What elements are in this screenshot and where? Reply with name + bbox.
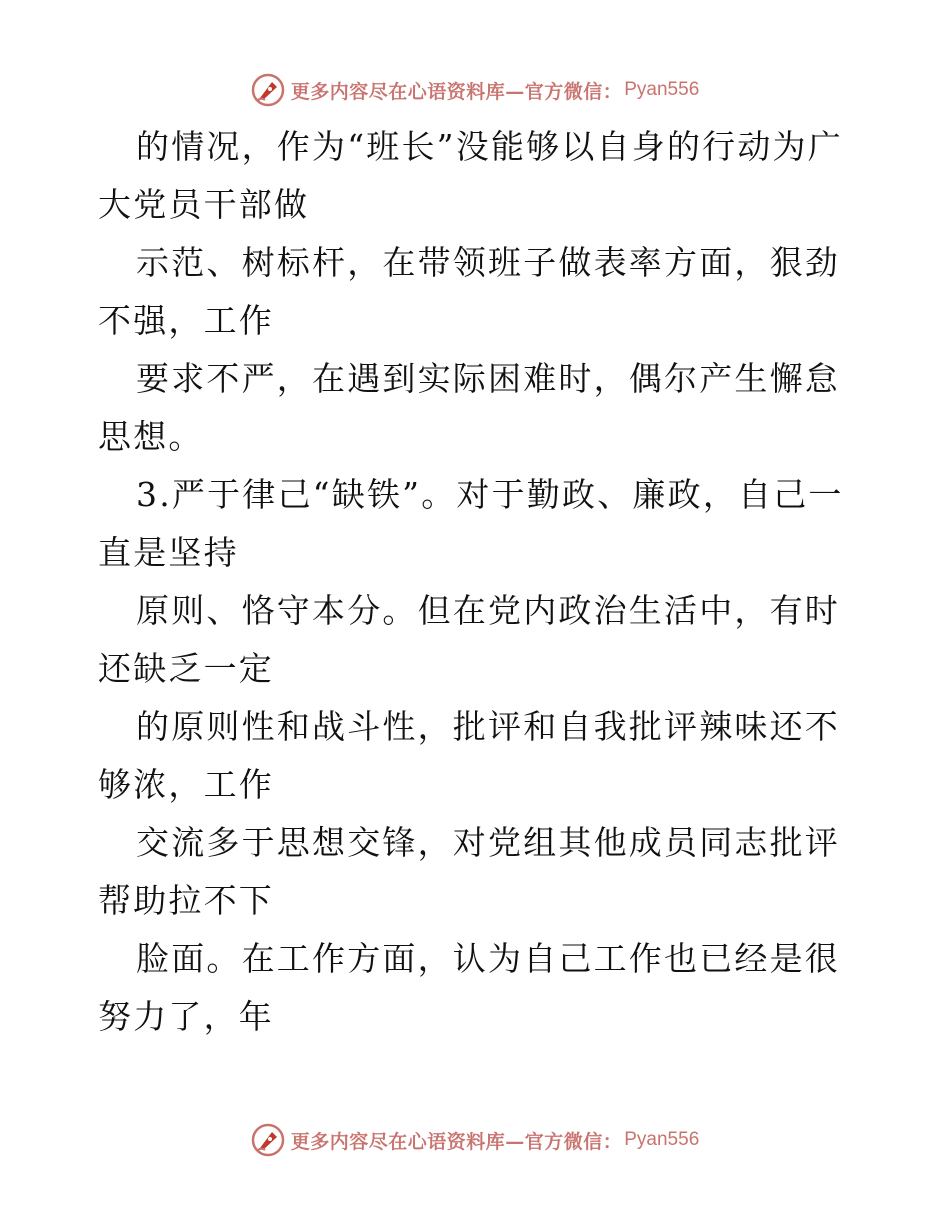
header-site-text: 更多内容尽在心语资料库—官方微信：	[290, 80, 623, 103]
document-body	[98, 118, 858, 1046]
footer-watermark	[0, 1120, 950, 1160]
pen-nib-logo-icon	[251, 73, 285, 107]
paragraph: 示范、树标杆，在带领班子做表率方面，狠劲不强，工作	[98, 243, 840, 340]
footer-site-text: 更多内容尽在心语资料库—官方微信：	[290, 1130, 623, 1153]
paragraph: 3.严于律己“缺铁”。对于勤政、廉政，自己一直是坚持	[98, 475, 844, 572]
paragraph: 原则、恪守本分。但在党内政治生活中，有时还缺乏一定	[98, 591, 840, 688]
pen-nib-logo-icon	[251, 1123, 285, 1157]
paragraph: 交流多于思想交锋，对党组其他成员同志批评帮助拉不下	[98, 823, 840, 920]
paragraph: 要求不严，在遇到实际困难时，偶尔产生懈怠思想。	[98, 359, 840, 456]
paragraph: 脸面。在工作方面，认为自己工作也已经是很努力了，年	[98, 939, 840, 1036]
paragraph: 的情况，作为“班长”没能够以自身的行动为广大党员干部做	[98, 127, 843, 224]
header-wechat-id: Pyan556	[624, 79, 700, 100]
header-watermark	[0, 70, 950, 110]
footer-wechat-id: Pyan556	[624, 1129, 700, 1150]
paragraph: 的原则性和战斗性，批评和自我批评辣味还不够浓，工作	[98, 707, 840, 804]
